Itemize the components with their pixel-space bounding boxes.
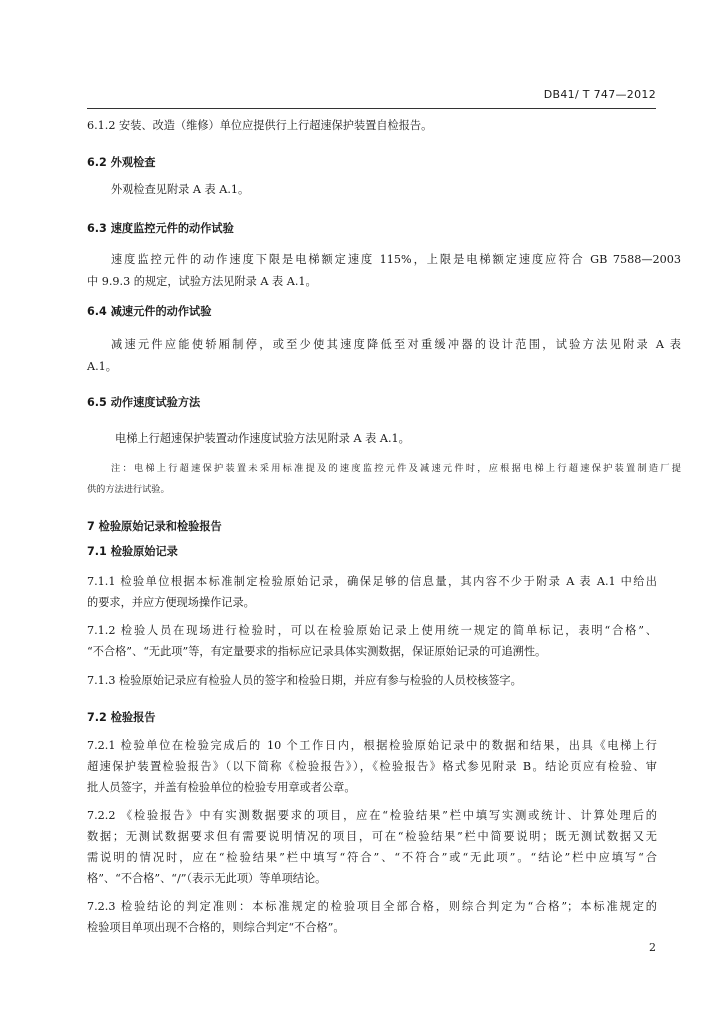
- clause-7-2-1-line1: 7.2.1 检验单位在检验完成后的 10 个工作日内，根据检验原始记录中的数据和结果，出具《电梯上行: [87, 739, 657, 752]
- note-6-5-line1: 注：电梯上行超速保护装置未采用标准提及的速度监控元件及减速元件时，应根据电梯上行超速保护装置制造厂提: [111, 463, 681, 474]
- heading-6-5: 6.5 动作速度试验方法: [87, 396, 201, 409]
- heading-6-2: 6.2 外观检查: [87, 156, 156, 169]
- clause-7-2-2-line2: 数据；无测试数据要求但有需要说明情况的项目，可在“检验结果”栏中简要说明；既无测试数据又无: [87, 830, 657, 843]
- clause-7-2-3-line1: 7.2.3 检验结论的判定准则：本标准规定的检验项目全部合格，则综合判定为“合格”；本标准规定的: [87, 900, 657, 913]
- clause-7-1-1-line2: 的要求，并应方便现场操作记录。: [87, 596, 255, 609]
- clause-6-1-2: 6.1.2 安装、改造（维修）单位应提供行上行超速保护装置自检报告。: [87, 119, 433, 132]
- clause-7-1-1-line1: 7.1.1 检验单位根据本标准制定检验原始记录，确保足够的信息量，其内容不少于附录 A 表 A.1 中给出: [87, 575, 657, 588]
- clause-7-1-3: 7.1.3 检验原始记录应有检验人员的签字和检验日期，并应有参与检验的人员校核签字。: [87, 674, 522, 687]
- header-rule: [87, 108, 656, 109]
- body-6-3-line2: 中 9.9.3 的规定，试验方法见附录 A 表 A.1。: [87, 275, 317, 288]
- heading-6-4: 6.4 减速元件的动作试验: [87, 305, 212, 318]
- standard-code: DB41/ T 747—2012: [543, 88, 656, 101]
- clause-7-2-2-line4: 格”、“不合格”、“/”（表示无此项）等单项结论。: [87, 872, 327, 885]
- body-6-4-line2: A.1。: [87, 360, 117, 373]
- clause-7-1-2-line1: 7.1.2 检验人员在现场进行检验时，可以在检验原始记录上使用统一规定的简单标记，表明“合格”、: [87, 624, 657, 637]
- note-6-5-line2: 供的方法进行试验。: [87, 484, 170, 495]
- heading-7: 7 检验原始记录和检验报告: [87, 520, 222, 533]
- body-6-2: 外观检查见附录 A 表 A.1。: [111, 183, 250, 196]
- heading-7-2: 7.2 检验报告: [87, 711, 156, 724]
- clause-7-2-3-line2: 检验项目单项出现不合格的，则综合判定“不合格”。: [87, 921, 345, 934]
- heading-7-1: 7.1 检验原始记录: [87, 545, 178, 558]
- body-6-5: 电梯上行超速保护装置动作速度试验方法见附录 A 表 A.1。: [115, 432, 410, 445]
- body-6-3-line1: 速度监控元件的动作速度下限是电梯额定速度 115%，上限是电梯额定速度应符合 GB 7588—2003: [111, 253, 681, 266]
- body-6-4-line1: 减速元件应能使轿厢制停，或至少使其速度降低至对重缓冲器的设计范围，试验方法见附录 A 表: [111, 338, 681, 351]
- clause-7-2-1-line2: 超速保护装置检验报告》（以下简称《检验报告》），《检验报告》格式参见附录 B。结论页应有检验、审: [87, 760, 657, 773]
- page-number: 2: [649, 941, 656, 954]
- clause-7-2-2-line1: 7.2.2 《检验报告》中有实测数据要求的项目，应在“检验结果”栏中填写实测或统计、计算处理后的: [87, 809, 657, 822]
- clause-7-1-2-line2: “不合格”、“无此项”等，有定量要求的指标应记录具体实测数据，保证原始记录的可追溯性。: [87, 645, 547, 658]
- heading-6-3: 6.3 速度监控元件的动作试验: [87, 222, 234, 235]
- clause-7-2-1-line3: 批人员签字，并盖有检验单位的检验专用章或者公章。: [87, 781, 356, 794]
- clause-7-2-2-line3: 需说明的情况时，应在“检验结果”栏中填写“符合”、“不符合”或“无此项”。“结论”栏中应填写“合: [87, 851, 657, 864]
